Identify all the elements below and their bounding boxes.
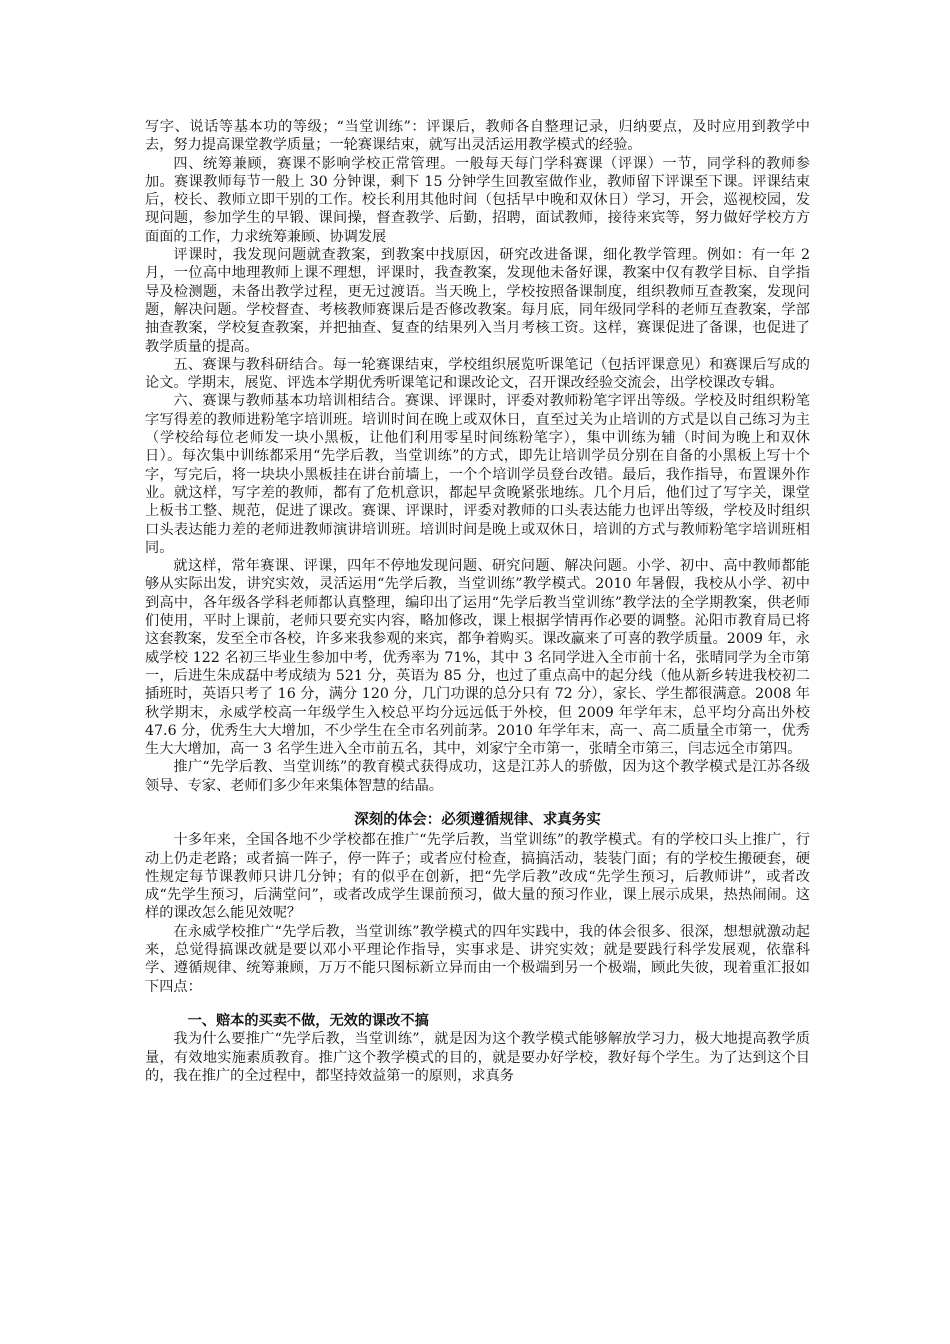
paragraph-why-promote: 我为什么要推广“先学后教，当堂训练”，就是因为这个教学模式能够解放学习力，极大地提高教学质量，有效地实施素质教育。推广这个教学模式的目的，就是要办好学校，教好每个学生。为了达到这个目的，我在推广的全过程中，都坚持效益第一的原则，求真务 xyxy=(145,1031,810,1084)
paragraph-nationwide: 十多年来，全国各地不少学校都在推广“先学后教，当堂训练”的教学模式。有的学校口头上推广，行动上仍走老路；或者搞一阵子，停一阵子；或者应付检查，搞搞活动，装装门面；有的学校生搬硬套，硬性规定每节课教师只讲几分钟；有的似乎在创新，把“先学后教”改成“先学生预习，后教师讲”，或者改成“先学生预习，后满堂问”，或者改成学生课前预习，做大量的预习作业，课上展示成果，热热闹闹。这样的课改怎么能见效呢？ xyxy=(145,832,810,922)
section-heading: 深刻的体会：必须遵循规律、求真务实 xyxy=(354,811,601,828)
paragraph-item-five: 五、赛课与教科研结合。每一轮赛课结束，学校组织展览听课笔记（包括评课意见）和赛课后写成的论文。学期末，展览、评选本学期优秀听课笔记和课改论文，召开课改经验交流会，出学校课改专辑。 xyxy=(145,356,810,392)
paragraph-item-six: 六、赛课与教师基本功培训相结合。赛课、评课时，评委对教师粉笔字评出等级。学校及时组织粉笔字写得差的教师进粉笔字培训班。培训时间在晚上或双休日，直至过关为止培训的方式是以自己练习为主（学校给每位老师发一块小黑板，让他们利用零星时间练粉笔字），集中训练为辅（时间为晚上和双休日）。每次集中训练都采用“先学后教，当堂训练”的方式，即先让培训学员分别在自备的小黑板上写十个字，写完后，将一块块小黑板挂在讲台前墙上，一个个培训学员登台改错。最后，我作指导，布置课外作业。就这样，写字差的教师，都有了危机意识，都起早贪晚紧张地练。几个月后，他们过了写字关，课堂上板书工整、规范，促进了课改。赛课、评课时，评委对教师的口头表达能力也评出等级，学校及时组织口头表达能力差的老师进教师演讲培训班。培训时间是晚上或双休日，培训的方式与教师粉笔字培训班相同。 xyxy=(145,393,810,556)
sub-heading: 一、赔本的买卖不做，无效的课改不搞 xyxy=(187,1012,429,1029)
paragraph-results: 就这样，常年赛课、评课，四年不停地发现问题、研究问题、解决问题。小学、初中、高中教师都能够从实际出发，讲究实效，灵活运用“先学后教，当堂训练”教学模式。2010 年暑假，我校从小学、初中到高中，各年级各学科老师都认真整理，编印出了运用“先学后教当堂训练”教学法的全学期教案，供老师们使用，平时上课前，老师只要充实内容，略加修改，课上根据学情再作必要的调整。沁阳市教育局已将这套教案，发至全市各校，许多来我参观的来宾，都争着购买。课改赢来了可喜的教学质量。2009 年，永威学校 122 名初三毕业生参加中考，优秀率为 71%，其中 3 名同学进入全市前十名，张晴同学为全市第一，后进生朱成磊中考成绩为 521 分，英语为 85 分，也过了重点高中的起分线（他从新乡转进我校初二插班时，英语只考了 16 分，满分 120 分，几门功课的总分只有 72 分），家长、学生都很满意。2008 年秋学期末，永威学校高一年级学生入校总平均分远远低于外校，但 2009 年学年末，总平均分高出外校 47.6 分，优秀生大大增加，不少学生在全市名列前茅。2010 年学年末，高一、高二质量全市第一，优秀生大大增加，高一 3 名学生进入全市前五名，其中，刘家宁全市第一，张晴全市第三，闫志远全市第四。 xyxy=(145,558,810,758)
paragraph-conclusion: 推广“先学后教、当堂训练”的教育模式获得成功，这是江苏人的骄傲，因为这个教学模式是江苏各级领导、专家、老师们多少年来集体智慧的结晶。 xyxy=(145,759,810,794)
paragraph-item-four: 四、统筹兼顾，赛课不影响学校正常管理。一般每天每门学科赛课（评课）一节，同学科的教师参加。赛课教师每节一般上 30 分钟课，剩下 15 分钟学生回教室做作业，教师留下评课至下课。评课结束后，校长、教师立即干别的工作。校长利用其他时间（包括早中晚和双休日）学习，开会，巡视校园，发现问题，参加学生的早锻、课间操，督查教学、后勤，招聘，面试教师，接待来宾等，努力做好学校方方面面的工作，力求统筹兼顾、协调发展 xyxy=(145,155,810,245)
paragraph-continuation: 写字、说话等基本功的等级；“当堂训练”：评课后，教师各自整理记录，归纳要点，及时应用到教学中去，努力提高课堂教学质量；一轮赛课结束，就写出灵活运用教学模式的经验。 xyxy=(145,119,810,154)
paragraph-lesson-review: 评课时，我发现问题就查教案，到教案中找原因，研究改进备课，细化教学管理。例如：有一年 2 月，一位高中地理教师上课不理想，评课时，我查教案，发现他未备好课，教案中仅有教学目标、自学指导及检测题，未备出教学过程，更无过渡语。当天晚上，学校按照备课制度，组织教师互查教案，发现问题，解决问题。学校督查、考核教师赛课后是否修改教案。每月底，同年级同学科的老师互查教案，学部抽查教案，学校复查教案，并把抽查、复查的结果列入当月考核工资。这样，赛课促进了备课，也促进了教学质量的提高。 xyxy=(145,247,810,355)
document-page xyxy=(145,118,810,1085)
paragraph-experience: 在永威学校推广“先学后教，当堂训练”教学模式的四年实践中，我的体会很多、很深，想想就激动起来，总觉得搞课改就是要以邓小平理论作指导，实事求是、讲究实效；就是要践行科学发展观，依靠科学、遵循规律、统筹兼顾，万万不能只图标新立异而由一个极端到另一个极端，顾此失彼，现着重汇报如下四点： xyxy=(145,923,810,995)
